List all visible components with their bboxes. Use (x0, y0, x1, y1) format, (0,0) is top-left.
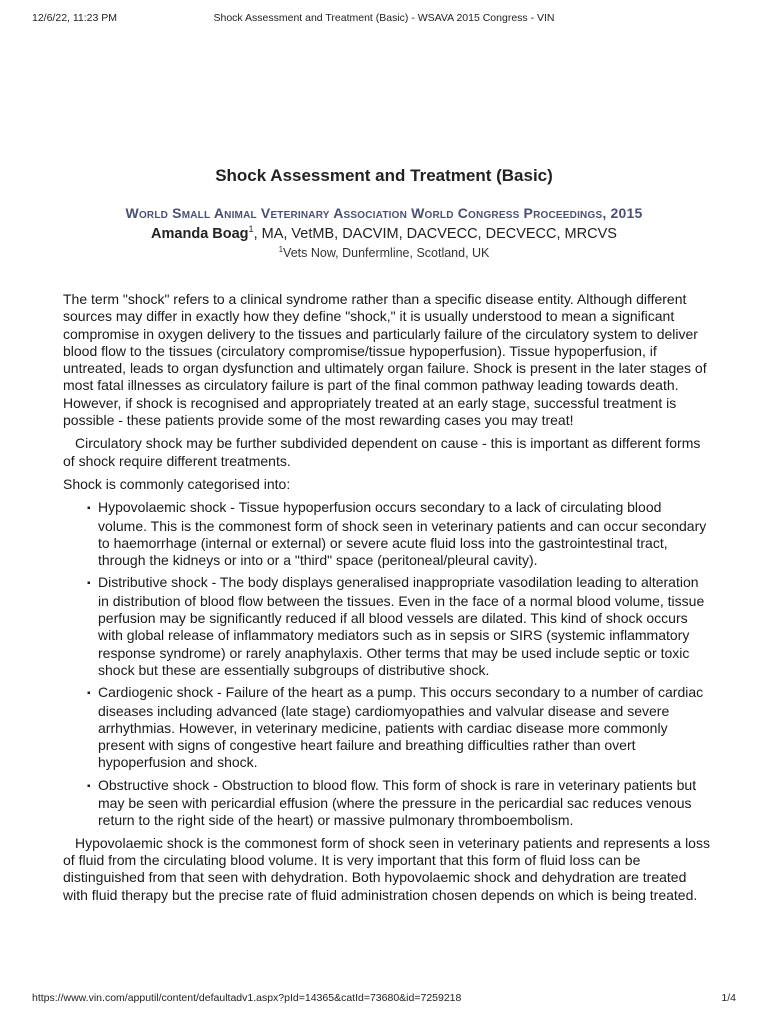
author-affiliation (0, 245, 768, 260)
list-item (63, 574, 713, 679)
shock-types-list (63, 499, 713, 829)
affiliation-text: Vets Now, Dunfermline, Scotland, UK (283, 246, 490, 261)
article-body (63, 291, 713, 910)
list-item (63, 499, 713, 569)
list-item-text: Distributive shock - The body displays generalised inappropriate vasodilation leading to alteration in distribution of blood flow between the tissues. Even in the face of a normal blood volume, tissue perfusion may be significantly reduced if all blood vessels are dilated. This kind of shock occurs with global release of inflammatory mediators such as in sepsis or SIRS (systemic inflammatory response syndrome) or rarely anaphylaxis. Other terms that may be used include septic or toxic shock but these are essentially subgroups of distributive shock. (98, 574, 705, 678)
print-footer (32, 992, 736, 1008)
author-superscript: 1 (248, 224, 254, 234)
author-name[interactable]: Amanda Boag (151, 225, 249, 242)
hypovolaemic-paragraph: Hypovolaemic shock is the commonest form of shock seen in veterinary patients and represents a loss of fluid from the circulating blood volume. It is very important that this form of fluid loss can be distinguished from that seen with dehydration. Both hypovolaemic shock and dehydration are treated with fluid therapy but the precise rate of fluid administration chosen depends on which is being treated. (63, 834, 710, 903)
affiliation-superscript: 1 (278, 245, 284, 254)
intro-paragraph: The term "shock" refers to a clinical syndrome rather than a specific disease entity. Although different sources may differ in exactly how they define "shock," it is usually understood to mean a significant compromise in oxygen delivery to the tissues and particularly failure of the circulatory system to deliver blood flow to the tissues (circulatory compromise/tissue hypoperfusion). Tissue hypoperfusion, if untreated, leads to organ dysfunction and ultimately organ failure. Shock is present in the later stages of most fatal illnesses as circulatory failure is part of the final common pathway leading towards death. However, if shock is recognised and appropriately treated at an early stage, successful treatment is possible - these patients provide some of the most rewarding cases you may treat! (63, 291, 707, 429)
list-item-text: Cardiogenic shock - Failure of the heart as a pump. This occurs secondary to a number of cardiac diseases including advanced (late stage) cardiomyopathies and valvular disease and severe arrhythmias. However, in veterinary medicine, patients with cardiac disease more commonly present with signs of congestive heart failure and breathing difficulties rather than overt hypoperfusion and shock. (98, 684, 704, 771)
article-title: Shock Assessment and Treatment (Basic) (215, 166, 553, 185)
list-item (63, 684, 713, 771)
subdivision-paragraph: Circulatory shock may be further subdivided dependent on cause - this is important as different forms of shock require different treatments. (63, 435, 701, 469)
list-item-text: Obstructive shock - Obstruction to blood flow. This form of shock is rare in veterinary patients but may be seen with pericardial effusion (where the pressure in the pericardial sac reduces venous return to the right side of the heart) or massive pulmonary thromboembolism. (98, 776, 697, 829)
print-page-title: Shock Assessment and Treatment (Basic) - WSAVA 2015 Congress - VIN (213, 12, 555, 24)
bullet-icon: ▪ (87, 780, 91, 792)
categories-intro: Shock is commonly categorised into: (63, 475, 291, 492)
bullet-icon: ▪ (87, 688, 91, 700)
author-line (0, 224, 768, 242)
bullet-icon: ▪ (87, 503, 91, 515)
author-credentials: , MA, VetMB, DACVIM, DACVECC, DECVECC, MRCVS (253, 225, 617, 242)
list-item-text: Hypovolaemic shock - Tissue hypoperfusion occurs secondary to a lack of circulating blood volume. This is the commonest form of shock seen in veterinary patients and can occur secondary to haemorrhage (internal or external) or severe acute fluid loss into the gastrointestinal tract, through the kidneys or into or a "third" space (peritoneal/pleural cavity). (98, 499, 707, 569)
page-url[interactable]: https://www.vin.com/apputil/content/defaultadv1.aspx?pId=14365&catId=73680&id=7259218 (32, 992, 462, 1004)
print-datetime: 12/6/22, 11:23 PM (32, 12, 118, 24)
page-number: 1/4 (721, 992, 736, 1004)
print-header (32, 12, 736, 28)
bullet-icon: ▪ (87, 578, 91, 590)
proceedings-link[interactable]: World Small Animal Veterinary Association World Congress Proceedings, 2015 (125, 205, 643, 221)
list-item (63, 777, 713, 830)
